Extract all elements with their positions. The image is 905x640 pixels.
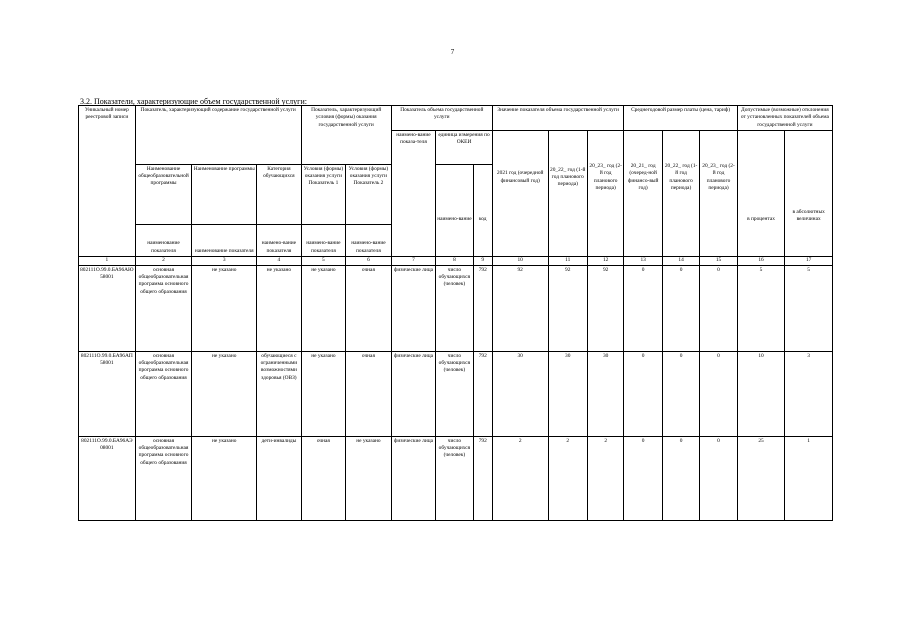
header-blank [737,224,785,256]
header-volume-value: Значение показателя объема государственной услуги [492,106,624,131]
header-volume-name: наимено-вание показа-теля [391,130,436,224]
header-condition-2: Условия (формы) оказания услуги Показатель 2 [346,164,392,224]
cell-deviation-percent: 10 [737,351,785,436]
cell-registry-number: 802111О.99.0.БА96АЭ08001 [79,436,136,520]
header-blank [548,224,587,256]
cell-condition-1: очная [301,436,346,520]
cell-program: не указано [192,436,257,520]
cell-program-name: основная общеобразовательная программа основного общего образования [135,265,192,351]
header-price-year1: 20_21_ год (очеред-ной финансо-вый год) [624,130,662,224]
cell-deviation-absolute: 5 [785,265,833,351]
cell-value-year3: 2 [587,436,623,520]
cell-student-category: обучающиеся с ограниченными возможностями здоровья (ОВЗ) [257,351,302,436]
cell-value-year2: 30 [548,351,587,436]
cell-program-name: основная общеобразовательная программа основного общего образования [135,436,192,520]
header-deviation-percent: в процентах [737,130,785,224]
cell-value-year1: 2 [492,436,548,520]
cell-price-year2: 0 [662,265,699,351]
header-blank [662,224,699,256]
volume-indicators-table [78,105,833,521]
header-blank [700,224,737,256]
cell-price-year3: 0 [700,265,737,351]
cell-deviation-percent: 25 [737,436,785,520]
cell-condition-1: не указано [301,265,346,351]
cell-price-year2: 0 [662,436,699,520]
header-conditions-indicator: Показатель, характеризующий условия (формы) оказания государственной услуги [301,106,391,165]
cell-program-name: основная общеобразовательная программа основного общего образования [135,351,192,436]
table-row [79,436,833,520]
cell-unit-code: 792 [473,436,492,520]
section-title: 3.2. Показатели, характеризующие объем государственной услуги: [80,97,307,106]
header-blank [79,224,136,256]
header-blank [624,224,662,256]
header-blank [473,224,492,256]
cell-registry-number: 802111О.99.0.БА96АП58001 [79,351,136,436]
header-content-indicator: Показатель, характеризующий содержание государственной услуги [135,106,301,165]
page-number: 7 [450,48,455,56]
column-number: 12 [587,256,623,265]
cell-volume-name: физические лица [391,351,436,436]
cell-price-year1: 0 [624,265,662,351]
cell-student-category: не указано [257,265,302,351]
header-unique-number: Уникальный номер реестровой записи [79,106,136,225]
cell-unit-code: 792 [473,265,492,351]
header-student-category: Категория обучающихся [257,164,302,224]
header-price-year3: 20_23_ год (2-й год планового периода) [700,130,737,224]
cell-volume-name: физические лица [391,436,436,520]
cell-price-year1: 0 [624,351,662,436]
header-deviation-absolute: в абсолютных величинах [785,130,833,224]
header-program: Наименование программы [192,164,257,224]
header-value-year3: 20_23_ год (2-й год планового периода) [587,130,623,224]
cell-value-year2: 2 [548,436,587,520]
column-number: 9 [473,256,492,265]
cell-price-year2: 0 [662,351,699,436]
column-number: 4 [257,256,302,265]
column-number: 13 [624,256,662,265]
header-name-label-4: наимено-вание показателя [301,224,346,256]
column-number: 17 [785,256,833,265]
cell-condition-2: не указано [346,436,392,520]
cell-value-year3: 92 [587,265,623,351]
column-number: 5 [301,256,346,265]
header-name-label-3: наимено-вание показателя [257,224,302,256]
column-number: 16 [737,256,785,265]
column-number: 3 [192,256,257,265]
cell-price-year3: 0 [700,351,737,436]
cell-value-year1: 30 [492,351,548,436]
header-condition-1: Условия (формы) оказания услуги Показатель 1 [301,164,346,224]
header-name-label-2: наименование показателя [192,224,257,256]
cell-unit-code: 792 [473,351,492,436]
header-name-label-1: наименование показателя [135,224,192,256]
cell-price-year3: 0 [700,436,737,520]
column-number: 2 [135,256,192,265]
column-number: 10 [492,256,548,265]
table-row [79,351,833,436]
cell-price-year1: 0 [624,436,662,520]
column-number: 7 [391,256,436,265]
header-blank [436,224,473,256]
header-value-year1: 2021 год (очередной финансовый год) [492,130,548,224]
cell-deviation-percent: 5 [737,265,785,351]
cell-deviation-absolute: 1 [785,436,833,520]
header-blank [492,224,548,256]
header-program-name: Наименование общеобразовательной программы [135,164,192,224]
cell-value-year3: 30 [587,351,623,436]
column-number: 1 [79,256,136,265]
cell-unit-name: число обучающихся (человек) [436,265,473,351]
header-volume-unit: единица измерения по ОКЕИ [436,130,493,164]
header-volume-indicator: Показатель объема государственной услуги [391,106,492,131]
cell-condition-2: очная [346,265,392,351]
header-unit-name: наимено-вание [436,164,473,224]
column-number: 8 [436,256,473,265]
cell-volume-name: физические лица [391,265,436,351]
header-allowed-deviation: Допустимые (возможные) отклонения от установленных показателей объема государственной услуги [737,106,832,131]
header-blank [785,224,833,256]
cell-value-year1: 92 [492,265,548,351]
header-average-price: Среднегодовой размер платы (цена, тариф) [624,106,737,131]
column-number: 15 [700,256,737,265]
header-price-year2: 20_22_ год (1-й год планового периода) [662,130,699,224]
header-name-label-5: наимено-вание показателя [346,224,392,256]
header-blank [587,224,623,256]
header-value-year2: 20_22_ год (1-й год планового периода) [548,130,587,224]
cell-program: не указано [192,351,257,436]
column-number: 11 [548,256,587,265]
cell-condition-1: не указано [301,351,346,436]
cell-condition-2: очная [346,351,392,436]
column-number: 14 [662,256,699,265]
cell-deviation-absolute: 3 [785,351,833,436]
cell-value-year2: 92 [548,265,587,351]
cell-registry-number: 802111О.99.0.БА96АЮ58001 [79,265,136,351]
cell-unit-name: число обучающихся (человек) [436,351,473,436]
cell-program: не указано [192,265,257,351]
cell-unit-name: число обучающихся (человек) [436,436,473,520]
column-number: 6 [346,256,392,265]
cell-student-category: дети-инвалиды [257,436,302,520]
header-blank [391,224,436,256]
header-unit-code: код [473,164,492,224]
table-row [79,265,833,351]
